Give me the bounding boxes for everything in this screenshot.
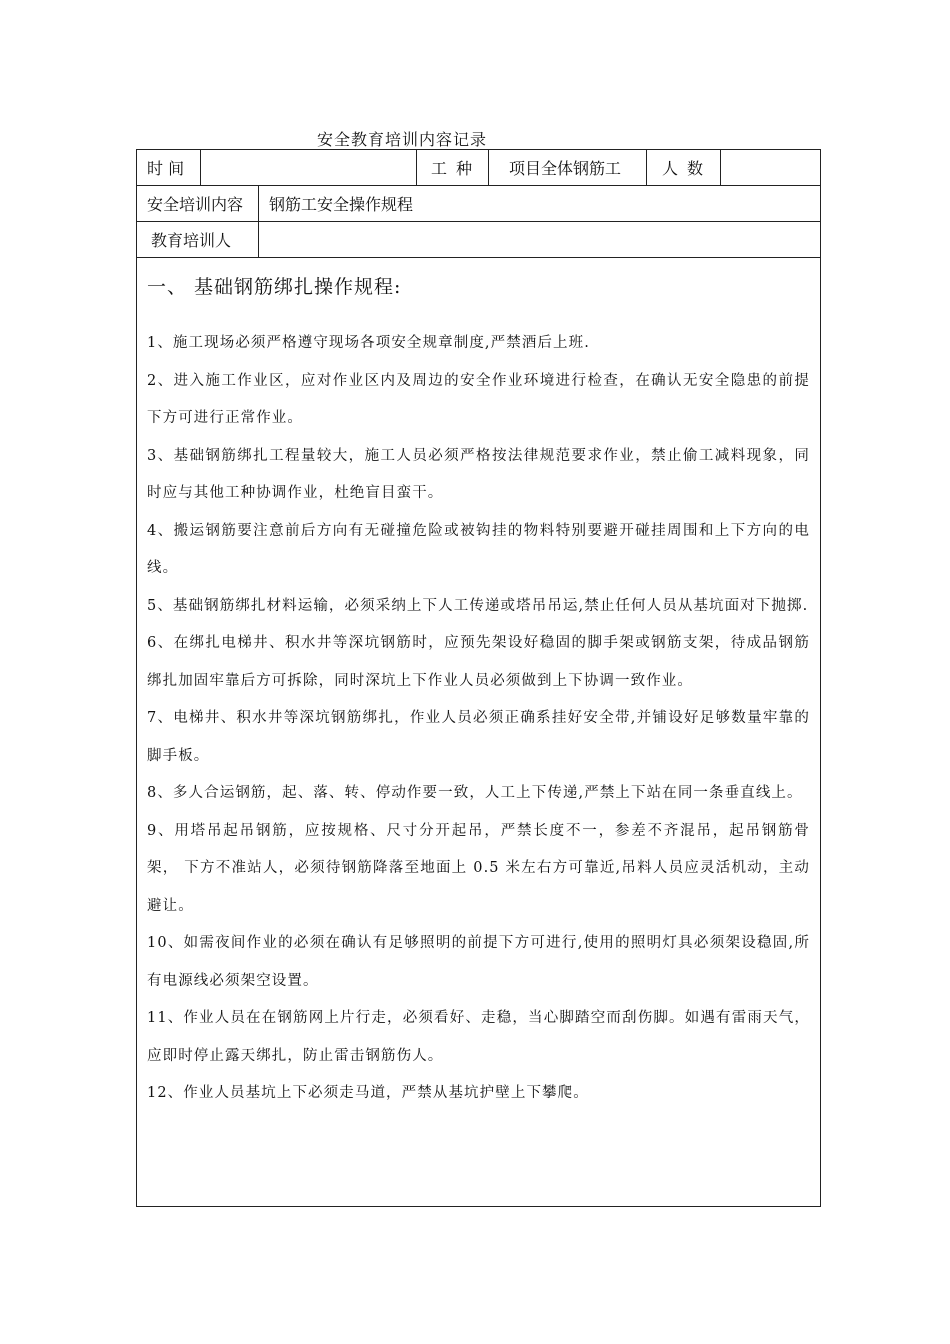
rule-item-5: 5、基础钢筋绑扎材料运输，必须采纳上下人工传递或塔吊吊运,禁止任何人员从基坑面对下抛掷. xyxy=(147,597,809,614)
count-value xyxy=(721,150,821,186)
rule-item-11: 11、作业人员在在钢筋网上片行走，必须看好、走稳，当心脚踏空而刮伤脚。如遇有雷雨天气，应即时停止露天绑扎，防止雷击钢筋伤人。 xyxy=(147,1010,810,1064)
rule-item-7: 7、电梯井、积水井等深坑钢筋绑扎，作业人员必须正确系挂好安全带,并铺设好足够数量牢靠的脚手板。 xyxy=(147,710,810,764)
count-label: 人 数 xyxy=(647,150,721,186)
rule-item-6: 6、在绑扎电梯井、积水井等深坑钢筋时，应预先架设好稳固的脚手架或钢筋支架，待成品钢筋绑扎加固牢靠后方可拆除，同时深坑上下作业人员必须做到上下协调一致作业。 xyxy=(147,635,810,689)
header-row-1 xyxy=(137,150,821,186)
trade-value: 项目全体钢筋工 xyxy=(489,150,647,186)
rule-item-1: 1、施工现场必须严格遵守现场各项安全规章制度,严禁酒后上班. xyxy=(147,335,590,351)
time-label: 时 间 xyxy=(137,150,201,186)
rule-item-4: 4、搬运钢筋要注意前后方向有无碰撞危险或被钩挂的物料特别要避开碰挂周围和上下方向的电线。 xyxy=(147,522,810,576)
content-label: 安全培训内容 xyxy=(137,186,259,222)
time-value xyxy=(201,150,417,186)
document-title: 安全教育培训内容记录 xyxy=(317,130,488,149)
trade-label: 工 种 xyxy=(417,150,489,186)
content-row xyxy=(137,258,821,1207)
rule-item-8: 8、多人合运钢筋，起、落、转、停动作要一致，人工上下传递,严禁上下站在同一条垂直线上。 xyxy=(147,785,803,801)
header-row-2 xyxy=(137,186,821,222)
rule-item-3: 3、基础钢筋绑扎工程量较大，施工人员必须严格按法律规范要求作业，禁止偷工减料现象，同时应与其他工种协调作业，杜绝盲目蛮干。 xyxy=(147,447,810,501)
content-cell xyxy=(137,258,821,1207)
section-title: 一、 基础钢筋绑扎操作规程: xyxy=(147,276,402,298)
content-value: 钢筋工安全操作规程 xyxy=(259,186,821,222)
trainer-value xyxy=(259,222,821,258)
training-record-table xyxy=(136,149,821,1207)
rule-item-2: 2、进入施工作业区，应对作业区内及周边的安全作业环境进行检查，在确认无安全隐患的前提下方可进行正常作业。 xyxy=(147,372,810,426)
rule-item-9: 9、用塔吊起吊钢筋，应按规格、尺寸分开起吊，严禁长度不一，参差不齐混吊，起吊钢筋骨架， 下方不准站人，必须待钢筋降落至地面上 0.5 米左右方可靠近,吊料人员应灵活机动，主动避让。 xyxy=(147,822,810,914)
header-row-3 xyxy=(137,222,821,258)
rule-item-12: 12、作业人员基坑上下必须走马道，严禁从基坑护壁上下攀爬。 xyxy=(147,1085,589,1101)
trainer-label: 教育培训人 xyxy=(137,222,259,258)
rule-item-10: 10、如需夜间作业的必须在确认有足够照明的前提下方可进行,使用的照明灯具必须架设稳固,所有电源线必须架空设置。 xyxy=(147,935,810,989)
